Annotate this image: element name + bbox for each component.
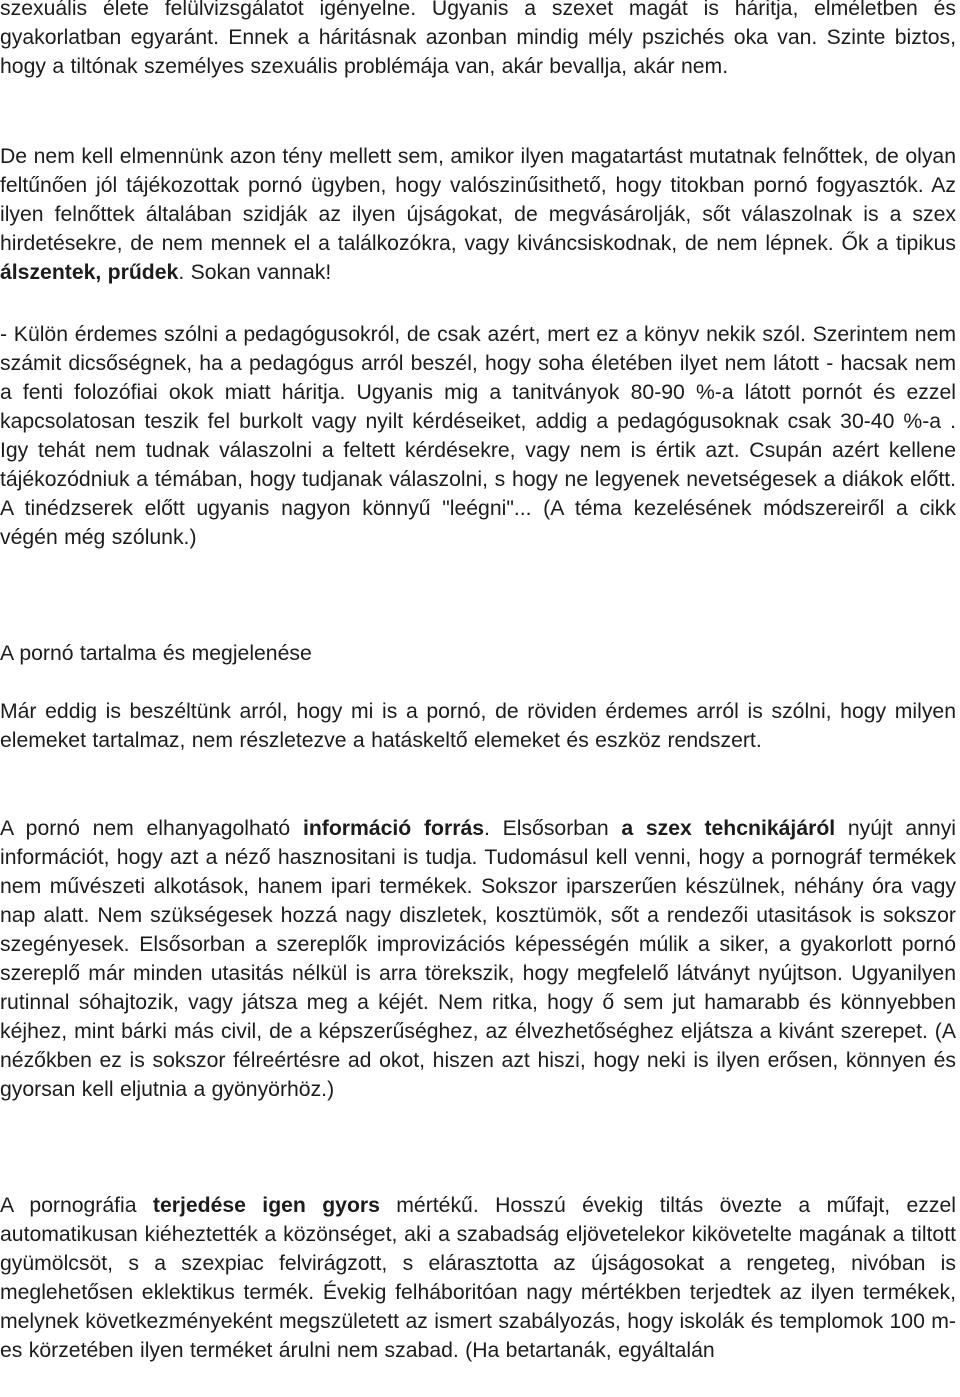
paragraph-6-text-b: mértékű. Hosszú évekig tiltás övezte a műfajt, ezzel automatikusan kiéheztették a közönséget, aki a szabadság eljövetelekor kikövetelte magának a tiltott gyümölcsöt, s a szexpiac felvirágzott, s elárasztotta az újságosokat a rengeteg, nivóban is meglehetősen eklektikus termék. Évekig felháboritóan nagy mértékben terjedtek az ilyen termékek, melynek következményeként megszületett az ismert szabályozás, hogy iskolák és templomok 100 m-es körzetében ilyen terméket árulni nem szabad. (Ha betartanák, egyáltalán	[0, 1194, 956, 1362]
paragraph-5-text-c: nyújt annyi információt, hogy azt a néző hasznositani is tudja. Tudomásul kell venni, hogy a pornográf termékek nem művészeti alkotások, hanem ipari termékek. Sokszor iparszerűen készülnek, néhány óra vagy nap alatt. Nem szükségesek hozzá nagy diszletek, kosztümök, sőt a rendezői utasitások is sokszor szegényesek. Elsősorban a szereplők improvizációs képességén múlik a siker, a gyakorlott pornó szereplő már minden utasitás nélkül is arra törekszik, hogy megfelelő látványt nyújtson. Ugyanilyen rutinnal sóhajtozik, vagy játsza meg a kéjét. Nem ritka, hogy ő sem jut hamarabb és könnyebben kéjhez, mint bárki más civil, de a képszerűséghez, az élvezhetőséghez eljátsza a kivánt szerepet. (A nézőkben ez is sokszor félreértésre ad okot, hiszen azt hiszi, hogy neki is ilyen erősen, könnyen és gyorsan kell eljutnia a gyönyörhöz.)	[0, 817, 957, 1101]
section-heading	[0, 639, 956, 668]
paragraph-5-text-a: A pornó nem elhanyagolható	[0, 817, 303, 840]
section-heading-text: A pornó tartalma és megjelenése	[0, 642, 312, 665]
paragraph-5-text-b: . Elsősorban	[484, 817, 622, 840]
paragraph-5-bold-2: a szex tehcnikájáról	[621, 817, 836, 840]
paragraph-3	[0, 320, 956, 552]
paragraph-5-bold-1: információ forrás	[302, 817, 485, 840]
paragraph-4	[0, 697, 956, 755]
paragraph-3-text: - Külön érdemes szólni a pedagógusokról, de csak azért, mert ez a könyv nekik szól. Szerintem nem számit dicsőségnek, ha a pedagógus arról beszél, hogy soha életében ilyet nem látott - hacsak nem a fenti folozófiai okok miatt háritja. Ugyanis mig a tanitványok 80-90 %-a látott pornót és ezzel kapcsolatosan teszik fel burkolt vagy nyilt kérdéseiket, addig a pedagógusoknak csak 30-40 %-a . Igy tehát nem tudnak válaszolni a feltett kérdésekre, vagy nem is értik azt. Csupán azért kellene tájékozódniuk a témában, hogy tudjanak válaszolni, s hogy ne legyenek nevetségesek a diákok előtt. A tinédzserek előtt ugyanis nagyon könnyű "leégni"... (A téma kezelésének módszereiről a cikk végén még szólunk.)	[0, 323, 956, 549]
paragraph-1-text: szexuális élete felülvizsgálatot igényelne. Ugyanis a szexet magát is háritja, elméletben és gyakorlatban egyaránt. Ennek a háritásnak azonban mindig mély pszichés oka van. Szinte biztos, hogy a tiltónak személyes szexuális problémája van, akár bevallja, akár nem.	[0, 0, 956, 78]
paragraph-2-text-b: . Sokan vannak!	[178, 261, 332, 284]
paragraph-5	[0, 814, 956, 1104]
paragraph-2-bold: álszentek, prűdek	[0, 261, 179, 284]
paragraph-4-text: Már eddig is beszéltünk arról, hogy mi is a pornó, de röviden érdemes arról is szólni, hogy milyen elemeket tartalmaz, nem részletezve a hatáskeltő elemeket és eszköz rendszert.	[0, 700, 956, 752]
paragraph-6	[0, 1191, 956, 1365]
paragraph-2	[0, 142, 956, 287]
paragraph-6-bold: terjedése igen gyors	[152, 1194, 380, 1217]
paragraph-1	[0, 0, 956, 81]
paragraph-6-text-a: A pornográfia	[0, 1194, 153, 1217]
paragraph-2-text-a: De nem kell elmennünk azon tény mellett sem, amikor ilyen magatartást mutatnak felnőttek, de olyan feltűnően jól tájékozottak pornó ügyben, hogy valószinűsithető, hogy titokban pornó fogyasztók. Az ilyen felnőttek általában szidják az ilyen újságokat, de megvásárolják, sőt válaszolnak is a szex hirdetésekre, de nem mennek el a találkozókra, vagy kiváncsiskodnak, de nem lépnek. Ők a tipikus	[0, 145, 956, 255]
